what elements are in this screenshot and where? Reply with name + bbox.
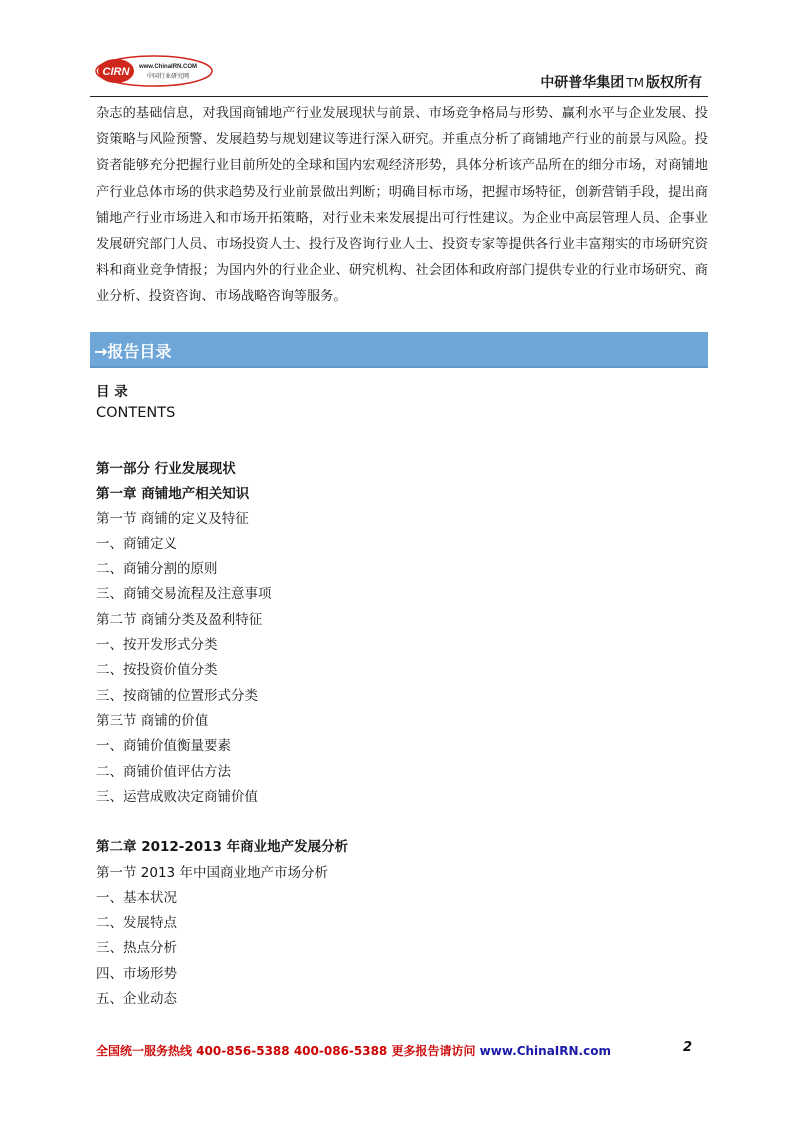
toc-item: 三、商铺交易流程及注意事项 [96, 586, 272, 602]
toc-item: 二、商铺价值评估方法 [96, 764, 231, 780]
svg-text:www.ChinaIRN.COM: www.ChinaIRN.COM [138, 64, 198, 70]
trademark-symbol: TM [626, 76, 644, 90]
intro-paragraph: 杂志的基础信息，对我国商铺地产行业发展现状与前景、市场竞争格局与形势、赢利水平与企业发展、投资策略与风险预警、发展趋势与规划建议等进行深入研究。并重点分析了商铺地产行业的前景与风险。投资者能够充分把握行业目前所处的全球和国内宏观经济形势，具体分析该产品所在的细分市场，对商铺地产行业总体市场的供求趋势及行业前景做出判断；明确目标市场，把握市场特征，创新营销手段，提出商铺地产行业市场进入和市场开拓策略，对行业未来发展提出可行性建议。为企业中高层管理人员、企事业发展研究部门人员、市场投资人士、投行及咨询行业人士、投资专家等提供各行业丰富翔实的市场研究资料和商业竞争情报；为国内外的行业企业、研究机构、社会团体和政府部门提供专业的行业市场研究、商业分析、投资咨询、市场战略咨询等服务。 [96, 106, 708, 305]
page-number: 2 [682, 1040, 692, 1055]
copyright-company: 中研普华集团 [540, 75, 625, 91]
toc-item: 一、按开发形式分类 [96, 637, 218, 653]
toc-heading: 目 录 [96, 384, 128, 400]
toc-part-1: 第一部分 行业发展现状 [96, 461, 236, 477]
toc-section: 第一节 2013 年中国商业地产市场分析 [96, 865, 328, 881]
svg-text:CIRN: CIRN [102, 66, 130, 78]
toc-chapter-2: 第二章 2012-2013 年商业地产发展分析 [96, 839, 349, 855]
footer-website-link[interactable]: www.ChinaIRN.com [479, 1044, 611, 1058]
toc-item: 二、按投资价值分类 [96, 662, 218, 678]
toc-item: 二、发展特点 [96, 915, 177, 931]
chinairn-logo [94, 54, 214, 88]
copyright-rights: 版权所有 [646, 75, 702, 91]
toc-item: 四、市场形势 [96, 966, 177, 982]
toc-section: 第二节 商铺分类及盈利特征 [96, 612, 263, 628]
page-footer [96, 1040, 708, 1060]
footer-hotline [96, 1042, 611, 1059]
toc-item: 二、商铺分割的原则 [96, 561, 218, 577]
footer-hotline-text: 全国统一服务热线 400-856-5388 400-086-5388 更多报告请访问 [96, 1044, 476, 1058]
toc-chapter-1: 第一章 商铺地产相关知识 [96, 486, 250, 502]
toc-item: 一、商铺价值衡量要素 [96, 738, 231, 754]
toc-item: 五、企业动态 [96, 991, 177, 1007]
toc-item: 一、基本状况 [96, 890, 177, 906]
toc-item: 一、商铺定义 [96, 536, 177, 552]
toc-section: 第一节 商铺的定义及特征 [96, 511, 249, 527]
toc-section: 第三节 商铺的价值 [96, 713, 209, 729]
page-header [90, 50, 708, 97]
toc-contents-label: CONTENTS [96, 405, 176, 421]
toc-item: 三、运营成败决定商铺价值 [96, 789, 258, 805]
toc-item: 三、热点分析 [96, 940, 177, 956]
report-toc-title: →报告目录 [94, 342, 172, 361]
report-toc-banner [90, 332, 708, 368]
toc-item: 三、按商铺的位置形式分类 [96, 688, 258, 704]
copyright-notice [540, 72, 702, 92]
svg-text:中国行业研究网: 中国行业研究网 [146, 73, 190, 80]
